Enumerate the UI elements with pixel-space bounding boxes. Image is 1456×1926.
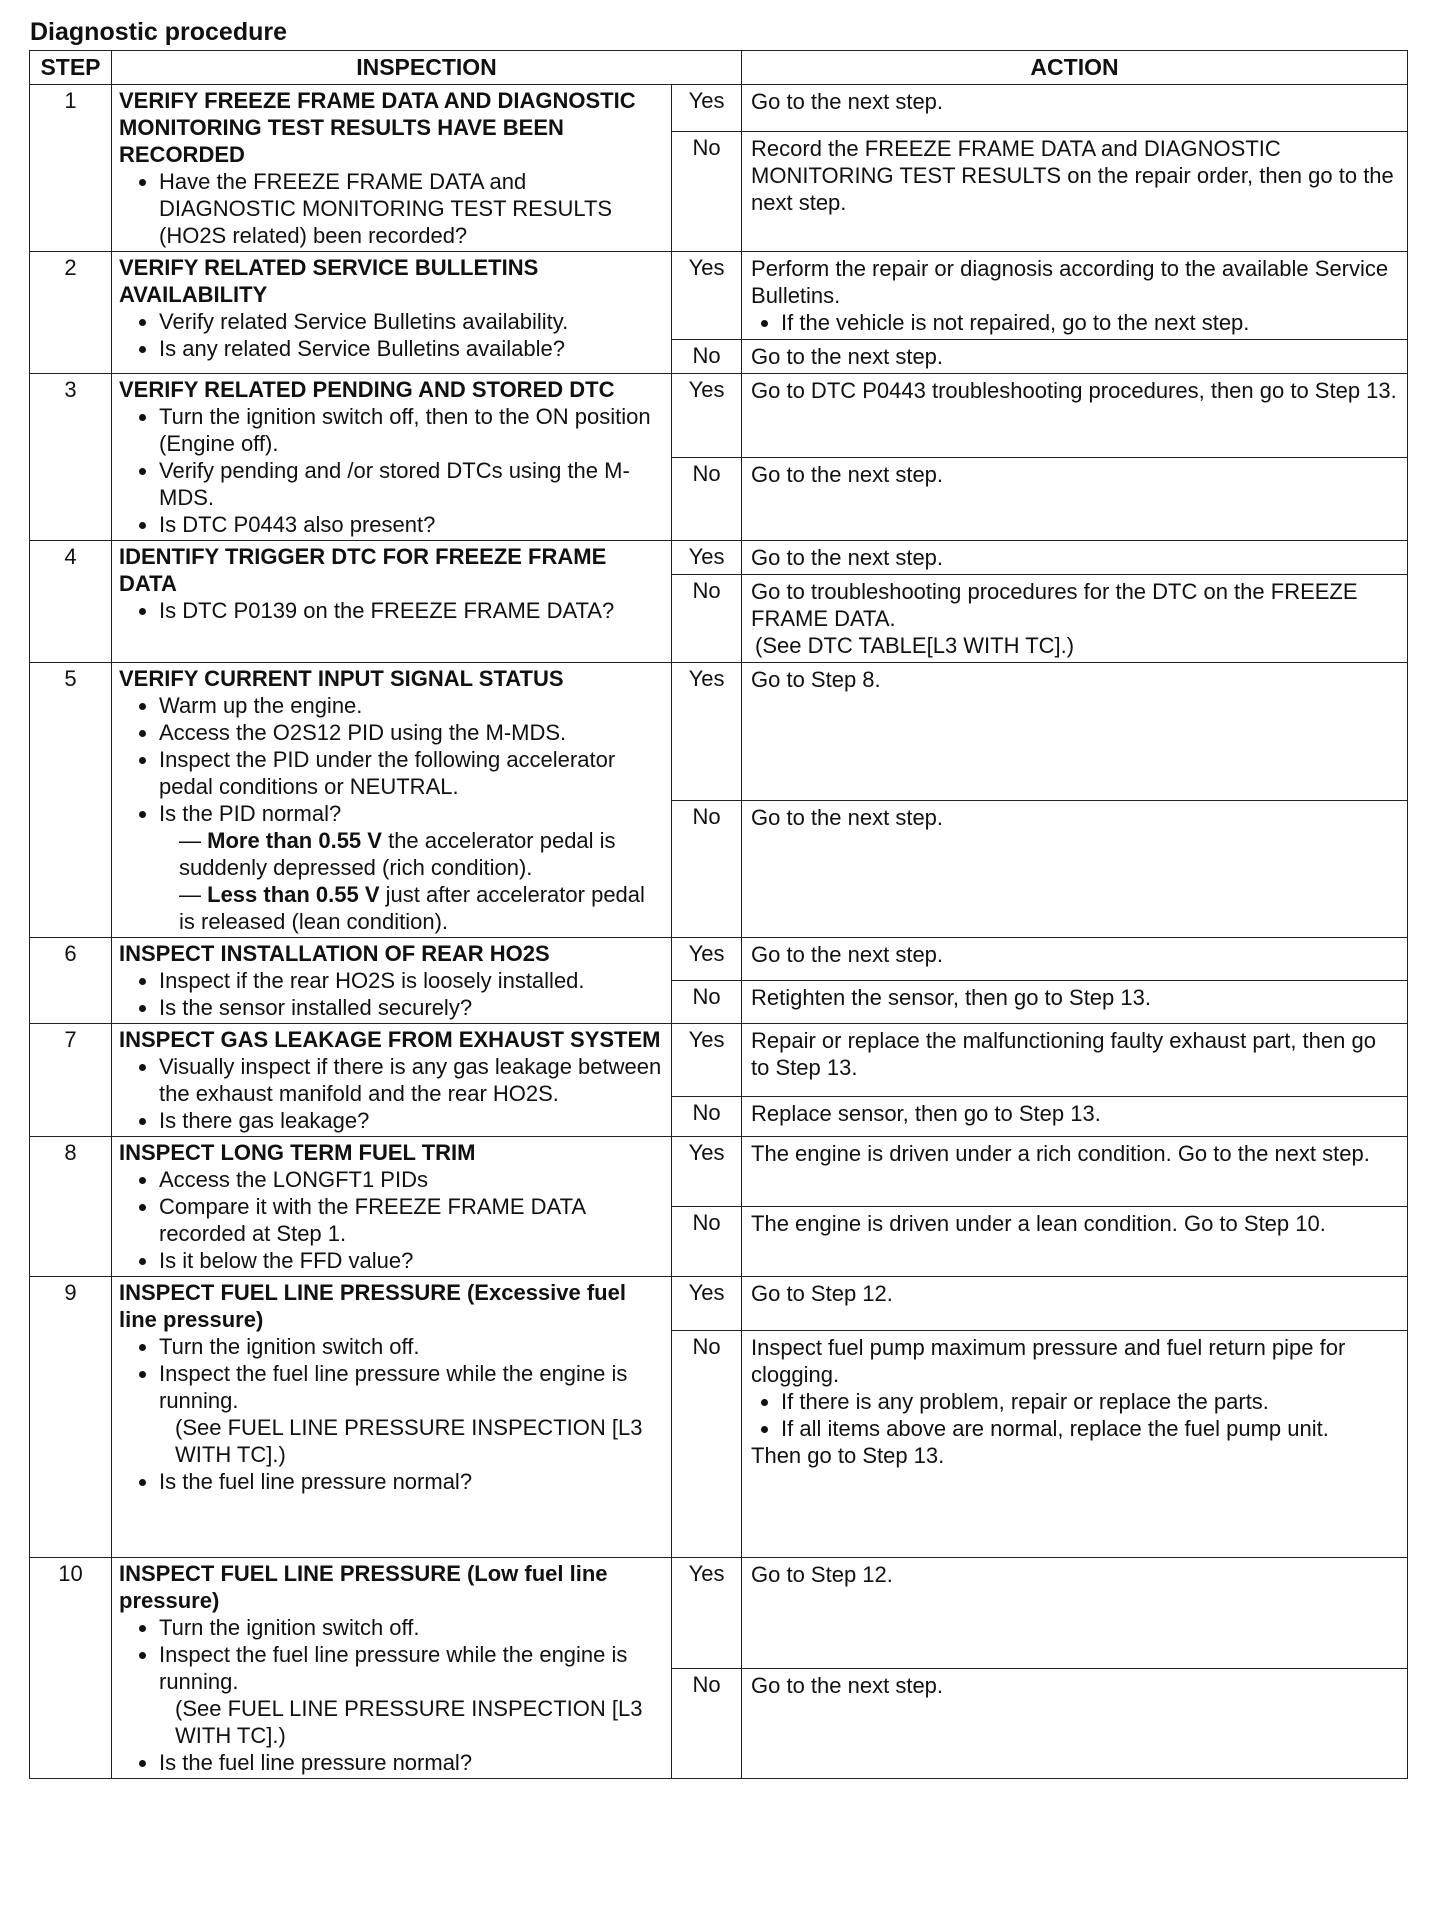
action-bullet: • If all items above are normal, replace the fuel pump unit. (781, 1415, 1398, 1442)
no-action-text: Retighten the sensor, then go to Step 13. (751, 985, 1151, 1010)
step-bullet: • Is the fuel line pressure normal? (159, 1749, 664, 1776)
step-number: 7 (30, 1024, 112, 1137)
step-bullets-extra (119, 1468, 664, 1495)
step-bullet: • Turn the ignition switch off. (159, 1333, 664, 1360)
step-number: 4 (30, 541, 112, 663)
yes-action-text: Go to the next step. (751, 545, 944, 570)
step-bullets (119, 967, 664, 1021)
step-bullets (119, 597, 664, 624)
yes-action (742, 85, 1408, 132)
yes-label: Yes (672, 1277, 742, 1331)
no-action (742, 981, 1408, 1024)
step-number: 9 (30, 1277, 112, 1558)
yes-action (742, 1137, 1408, 1207)
step-bullet: • Warm up the engine. (159, 692, 664, 719)
no-action (742, 1331, 1408, 1558)
table-row (30, 663, 1408, 801)
yes-action-text: Go to Step 8. (751, 667, 881, 692)
step-heading: INSPECT INSTALLATION OF REAR HO2S (119, 941, 550, 966)
no-label: No (672, 800, 742, 938)
no-action (742, 1668, 1408, 1779)
step-bullet: • Is the sensor installed securely? (159, 994, 664, 1021)
step-bullets (119, 692, 664, 827)
step-bullet: • Is the PID normal? (159, 800, 664, 827)
condition-list (119, 827, 664, 935)
no-label: No (672, 1207, 742, 1277)
yes-label: Yes (672, 374, 742, 458)
no-label: No (672, 575, 742, 663)
no-action-text: Record the FREEZE FRAME DATA and DIAGNOSTIC MONITORING TEST RESULTS on the repair order, then go to the next step. (751, 135, 1394, 215)
step-heading: INSPECT FUEL LINE PRESSURE (Low fuel line pressure) (119, 1561, 608, 1613)
no-action-text: Inspect fuel pump maximum pressure and fuel return pipe for clogging. (751, 1335, 1346, 1388)
see-reference: (See FUEL LINE PRESSURE INSPECTION [L3 WITH TC].) (175, 1696, 643, 1748)
step-bullets-extra (119, 1749, 664, 1776)
no-action-text: Go to the next step. (751, 461, 944, 487)
condition-text: the accelerator pedal is suddenly depressed (rich condition). (179, 828, 616, 880)
no-label: No (672, 457, 742, 541)
yes-label: Yes (672, 85, 742, 132)
no-action-bullets (751, 1388, 1398, 1442)
step-bullets (119, 168, 664, 249)
page-title: Diagnostic procedure (30, 18, 287, 46)
inspection-cell (112, 541, 672, 663)
inspection-cell (112, 1558, 672, 1779)
table-row (30, 1024, 1408, 1097)
no-action-text: Go to troubleshooting procedures for the DTC on the FREEZE FRAME DATA. (751, 579, 1358, 631)
inspection-cell (112, 1277, 672, 1558)
no-action-after: Then go to Step 13. (751, 1443, 945, 1469)
step-bullet: • Turn the ignition switch off, then to the ON position (Engine off). (159, 403, 664, 457)
no-label: No (672, 1668, 742, 1779)
no-action (742, 575, 1408, 663)
no-action-text: Go to the next step. (751, 804, 944, 830)
step-bullet: • Is any related Service Bulletins available? (159, 335, 664, 362)
no-action-text: Replace sensor, then go to Step 13. (751, 1100, 1101, 1126)
table-row (30, 1137, 1408, 1207)
yes-label: Yes (672, 252, 742, 340)
inspection-cell (112, 663, 672, 938)
yes-label: Yes (672, 541, 742, 575)
no-action (742, 131, 1408, 251)
yes-action (742, 663, 1408, 801)
table-row (30, 938, 1408, 981)
header-action: ACTION (742, 51, 1408, 85)
no-action (742, 800, 1408, 938)
yes-label: Yes (672, 663, 742, 801)
yes-label: Yes (672, 938, 742, 981)
header-step: STEP (30, 51, 112, 85)
step-heading: IDENTIFY TRIGGER DTC FOR FREEZE FRAME DATA (119, 544, 607, 596)
no-action-text: The engine is driven under a lean condition. Go to Step 10. (751, 1211, 1326, 1236)
yes-action (742, 252, 1408, 340)
step-bullet: • Verify related Service Bulletins availability. (159, 308, 664, 335)
no-label: No (672, 1331, 742, 1558)
step-bullets (119, 403, 664, 538)
step-bullet: • Inspect if the rear HO2S is loosely installed. (159, 967, 664, 994)
yes-action-text: Repair or replace the malfunctioning faulty exhaust part, then go to Step 13. (751, 1028, 1376, 1080)
table-row (30, 541, 1408, 575)
step-bullets (119, 1333, 664, 1414)
yes-label: Yes (672, 1558, 742, 1669)
no-action-text: Go to the next step. (751, 1672, 944, 1698)
table-row (30, 252, 1408, 340)
action-bullet: • If the vehicle is not repaired, go to the next step. (781, 309, 1398, 336)
step-bullet: • Is DTC P0443 also present? (159, 511, 664, 538)
step-heading: INSPECT GAS LEAKAGE FROM EXHAUST SYSTEM (119, 1027, 661, 1052)
condition-item: — More than 0.55 V the accelerator pedal is suddenly depressed (rich condition). (179, 828, 616, 880)
yes-action (742, 1024, 1408, 1097)
step-heading: VERIFY CURRENT INPUT SIGNAL STATUS (119, 666, 564, 691)
see-reference: (See FUEL LINE PRESSURE INSPECTION [L3 WITH TC].) (175, 1415, 643, 1467)
step-bullets (119, 1053, 664, 1134)
step-bullet: • Verify pending and /or stored DTCs using the M-MDS. (159, 457, 664, 511)
yes-action (742, 374, 1408, 458)
step-bullet: • Is it below the FFD value? (159, 1247, 664, 1274)
condition-value: More than 0.55 V (207, 828, 382, 853)
yes-action-text: Go to DTC P0443 troubleshooting procedures, then go to Step 13. (751, 378, 1397, 403)
diagnostic-table (29, 50, 1408, 1779)
step-heading: VERIFY RELATED PENDING AND STORED DTC (119, 377, 615, 402)
no-action (742, 340, 1408, 374)
table-row (30, 85, 1408, 132)
condition-value: Less than 0.55 V (207, 882, 380, 907)
no-label: No (672, 981, 742, 1024)
header-inspection: INSPECTION (112, 51, 742, 85)
step-number: 10 (30, 1558, 112, 1779)
step-bullet: • Inspect the fuel line pressure while the engine is running. (159, 1360, 664, 1414)
step-bullet: • Compare it with the FREEZE FRAME DATA recorded at Step 1. (159, 1193, 664, 1247)
table-body (30, 85, 1408, 1779)
yes-action-text: The engine is driven under a rich condition. Go to the next step. (751, 1141, 1370, 1166)
yes-action-text: Go to the next step. (751, 942, 944, 967)
step-bullet: • Turn the ignition switch off. (159, 1614, 664, 1641)
step-number: 1 (30, 85, 112, 252)
yes-action-bullets (751, 309, 1398, 336)
step-number: 8 (30, 1137, 112, 1277)
no-action-note: (See DTC TABLE[L3 WITH TC].) (755, 633, 1075, 658)
step-bullet: • Access the LONGFT1 PIDs (159, 1166, 664, 1193)
no-action (742, 1096, 1408, 1136)
step-bullet: • Inspect the fuel line pressure while the engine is running. (159, 1641, 664, 1695)
no-action-text: Go to the next step. (751, 344, 944, 369)
inspection-cell (112, 85, 672, 252)
step-bullets (119, 308, 664, 362)
table-header-row (30, 51, 1408, 85)
yes-action-text: Perform the repair or diagnosis according to the available Service Bulletins. (751, 256, 1389, 308)
yes-action (742, 938, 1408, 981)
step-bullet: • Is the fuel line pressure normal? (159, 1468, 664, 1495)
step-bullets (119, 1166, 664, 1274)
step-bullets (119, 1614, 664, 1695)
step-bullet: • Is there gas leakage? (159, 1107, 664, 1134)
action-bullet: • If there is any problem, repair or replace the parts. (781, 1388, 1398, 1415)
step-heading: VERIFY FREEZE FRAME DATA AND DIAGNOSTIC MONITORING TEST RESULTS HAVE BEEN RECORDED (119, 88, 636, 167)
step-heading: VERIFY RELATED SERVICE BULLETINS AVAILABILITY (119, 255, 539, 307)
yes-action-text: Go to Step 12. (751, 1562, 893, 1587)
table-row (30, 1558, 1408, 1669)
step-number: 5 (30, 663, 112, 938)
inspection-cell (112, 252, 672, 374)
yes-action (742, 541, 1408, 575)
no-action (742, 457, 1408, 541)
no-label: No (672, 131, 742, 251)
inspection-cell (112, 938, 672, 1024)
no-action (742, 1207, 1408, 1277)
step-bullet: • Visually inspect if there is any gas leakage between the exhaust manifold and the rear HO2S. (159, 1053, 664, 1107)
inspection-cell (112, 1137, 672, 1277)
table-row (30, 1277, 1408, 1331)
step-bullet: • Is DTC P0139 on the FREEZE FRAME DATA? (159, 597, 664, 624)
no-label: No (672, 340, 742, 374)
inspection-cell (112, 374, 672, 541)
step-heading: INSPECT FUEL LINE PRESSURE (Excessive fuel line pressure) (119, 1280, 626, 1332)
yes-label: Yes (672, 1024, 742, 1097)
yes-action-text: Go to Step 12. (751, 1281, 893, 1306)
table-row (30, 374, 1408, 458)
condition-text: just after accelerator pedal is released (lean condition). (179, 882, 645, 934)
step-bullet: • Inspect the PID under the following accelerator pedal conditions or NEUTRAL. (159, 746, 664, 800)
yes-action (742, 1277, 1408, 1331)
yes-label: Yes (672, 1137, 742, 1207)
yes-action-text: Go to the next step. (751, 89, 944, 114)
step-bullet: • Have the FREEZE FRAME DATA and DIAGNOSTIC MONITORING TEST RESULTS (HO2S related) been recorded? (159, 168, 664, 249)
step-number: 6 (30, 938, 112, 1024)
yes-action (742, 1558, 1408, 1669)
no-label: No (672, 1096, 742, 1136)
step-number: 2 (30, 252, 112, 374)
step-number: 3 (30, 374, 112, 541)
condition-item: — Less than 0.55 V just after accelerator pedal is released (lean condition). (179, 882, 645, 934)
inspection-cell (112, 1024, 672, 1137)
step-heading: INSPECT LONG TERM FUEL TRIM (119, 1140, 476, 1165)
step-bullet: • Access the O2S12 PID using the M-MDS. (159, 719, 664, 746)
